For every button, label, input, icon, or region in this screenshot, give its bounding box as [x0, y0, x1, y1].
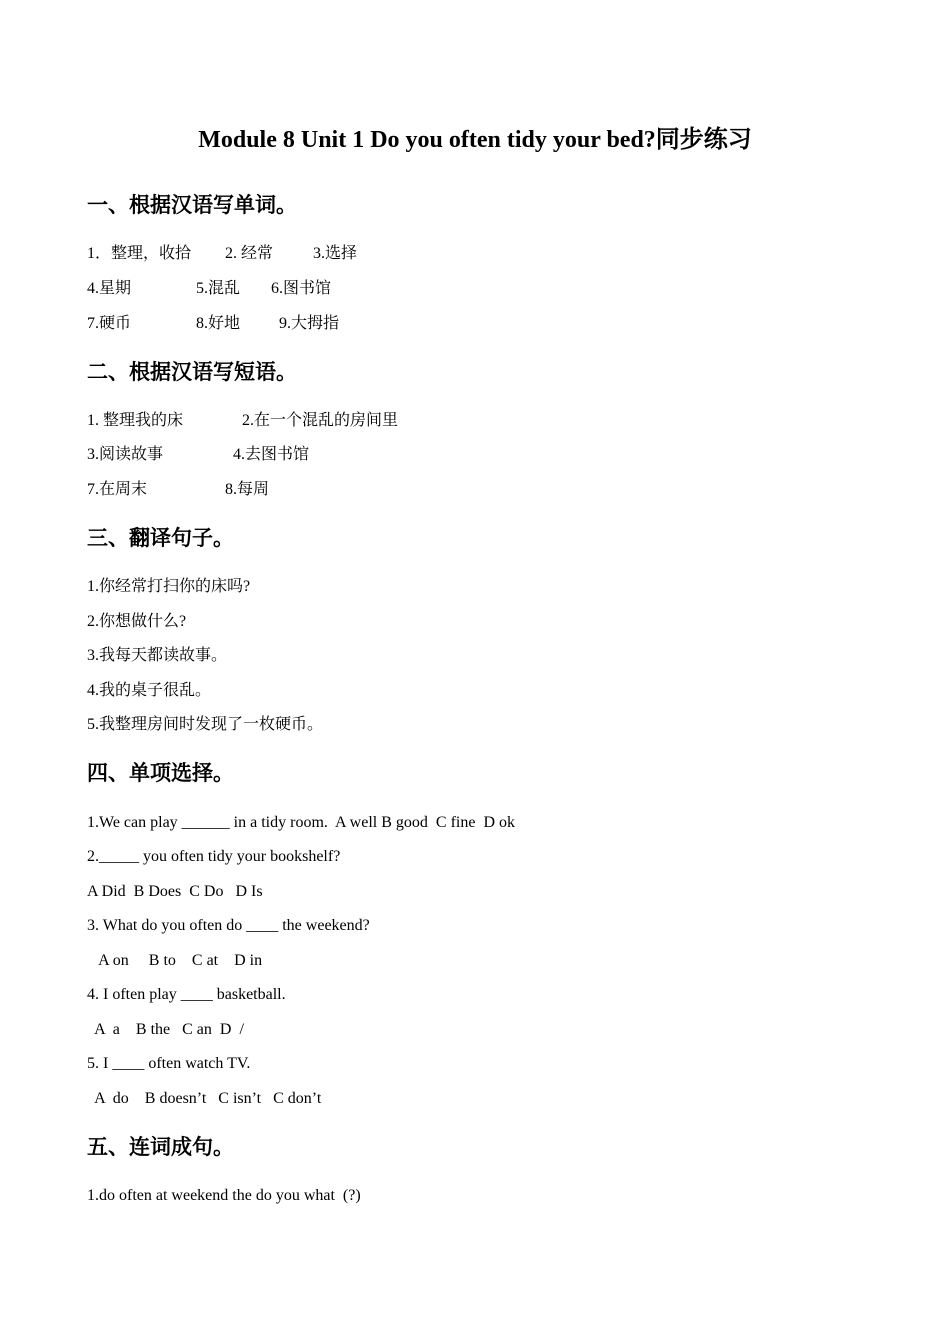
s1-item-1: 1．整理，收拾 [87, 245, 192, 262]
s4-line-2: 2._____ you often tidy your bookshelf? [87, 848, 341, 865]
s2-item-8: 8.每周 [225, 481, 270, 498]
s1-item-5: 5.混乱 [196, 280, 241, 297]
s2-item-1: 1. 整理我的床 [87, 412, 184, 429]
section-3-heading: 三、翻译句子。 [87, 526, 234, 550]
s4-line-4: 3. What do you often do ____ the weekend? [87, 917, 370, 934]
s1-item-3: 3.选择 [313, 245, 358, 262]
s5-line-1: 1.do often at weekend the do you what (?) [87, 1187, 361, 1204]
s2-item-3: 3.阅读故事 [87, 446, 164, 463]
section-1-heading: 一、根据汉语写单词。 [87, 193, 297, 217]
s1-item-7: 7.硬币 [87, 315, 132, 332]
s4-line-1: 1.We can play ______ in a tidy room. A well B good C fine D ok [87, 814, 515, 831]
s1-item-6: 6.图书馆 [271, 280, 332, 297]
s4-line-6: 4. I often play ____ basketball. [87, 986, 286, 1003]
s1-item-9: 9.大拇指 [279, 315, 340, 332]
s3-sentence-5: 5.我整理房间时发现了一枚硬币。 [87, 716, 324, 733]
s1-item-8: 8.好地 [196, 315, 241, 332]
s1-item-4: 4.星期 [87, 280, 132, 297]
s4-line-3: A Did B Does C Do D Is [87, 883, 263, 900]
section-4-heading: 四、单项选择。 [87, 761, 234, 785]
s1-item-2: 2. 经常 [225, 245, 274, 262]
s4-line-9: A do B doesn’t C isn’t C don’t [87, 1090, 322, 1107]
section-5-heading: 五、连词成句。 [87, 1135, 234, 1159]
s3-sentence-1: 1.你经常打扫你的床吗? [87, 578, 251, 595]
s2-item-2: 2.在一个混乱的房间里 [242, 412, 399, 429]
s4-line-5: A on B to C at D in [87, 952, 263, 969]
s4-line-7: A a B the C an D / [87, 1021, 244, 1038]
section-2-heading: 二、根据汉语写短语。 [87, 360, 297, 384]
s2-item-4: 4.去图书馆 [233, 446, 310, 463]
s4-line-8: 5. I ____ often watch TV. [87, 1055, 251, 1072]
s3-sentence-4: 4.我的桌子很乱。 [87, 682, 212, 699]
s3-sentence-3: 3.我每天都读故事。 [87, 647, 228, 664]
page-title: Module 8 Unit 1 Do you often tidy your bed?同步练习 [198, 127, 752, 153]
s2-item-7: 7.在周末 [87, 481, 148, 498]
s3-sentence-2: 2.你想做什么? [87, 613, 187, 630]
